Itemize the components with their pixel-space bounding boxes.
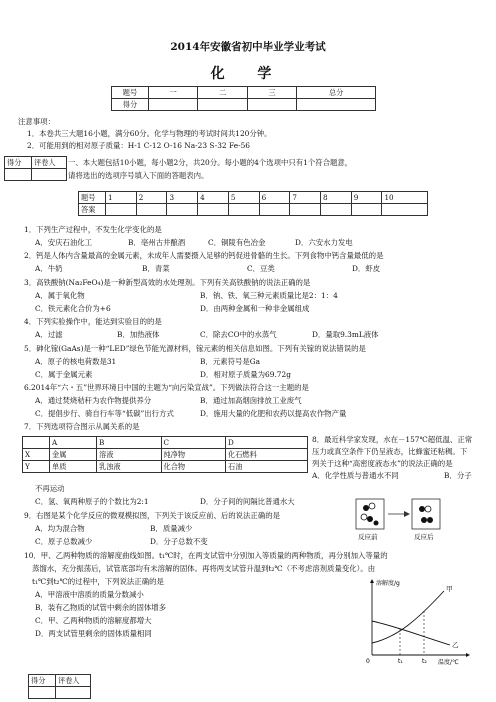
answer-header: 1	[106, 192, 137, 204]
section-instruction: 请将选出的选项序号填入下面的答题表内。	[68, 171, 209, 180]
option: A．均为混合物	[35, 524, 85, 533]
question-stem: 3．高铁酸钠(Na₂FeO₄)是一种新型高效的水处理剂。下列有关高铁酸钠的说法正确的是	[24, 278, 311, 287]
answer-header: 2	[136, 192, 167, 204]
q7-table	[22, 436, 308, 473]
option: C．提倡步行、骑自行车等“低碳”出行方式	[35, 409, 174, 418]
score-input-cell[interactable]	[198, 99, 247, 111]
answer-header: 10	[382, 192, 428, 204]
answer-header: 题号	[79, 192, 106, 204]
answer-header: 6	[259, 192, 290, 204]
answer-table	[78, 191, 428, 216]
score-cell: 题号	[112, 87, 149, 99]
curve-yi-label: 乙	[452, 641, 459, 649]
option: A．牛奶	[35, 264, 63, 273]
score-input-cell[interactable]	[247, 99, 296, 111]
option: C．属于金属元素	[35, 370, 93, 379]
t2-label: t₂	[422, 658, 427, 665]
t1-label: t₁	[398, 658, 403, 665]
q7-cell: 金属	[50, 449, 97, 461]
molecule-icon	[419, 506, 433, 523]
q7-cell: X	[23, 449, 50, 461]
curve-jia	[372, 591, 444, 643]
q7-cell: 单质	[50, 461, 97, 473]
answer-header: 5	[228, 192, 259, 204]
option: D．两支试管里剩余的固体质量相同	[35, 629, 152, 638]
option: A．甲溶液中溶质的质量分数减小	[35, 590, 144, 599]
curve-jia-label: 甲	[446, 585, 453, 593]
molecule-icon	[361, 503, 379, 526]
q7-cell	[23, 437, 50, 449]
origin-label: 0	[366, 658, 370, 665]
note-item: 1．本卷共三大题16小题，满分60分。化学与物理的考试时间共120分钟。	[27, 129, 272, 138]
exam-title: 2014年安徽省初中毕业学业考试	[170, 41, 326, 53]
option: A．过滤	[35, 330, 63, 339]
question-stem: 10．甲、乙两种物质的溶解度曲线如图。t₁℃时，在两支试管中分别加入等质量的两种物质，再分别加入等量的	[24, 551, 388, 560]
option: A．原子的核电荷数是31	[35, 357, 117, 366]
option: B．青菜	[142, 264, 170, 273]
grader-name-cell[interactable]	[32, 169, 67, 181]
score-cell: 得分	[112, 99, 149, 111]
answer-header: 7	[290, 192, 321, 204]
question-stem: 8．最近科学家发现，水在－157℃超低温、正常	[312, 435, 473, 444]
after-label: 反应后	[414, 533, 434, 541]
answer-cell[interactable]	[228, 204, 259, 216]
grader-score-cell[interactable]	[29, 687, 56, 699]
q7-cell: 纯净物	[161, 449, 226, 461]
answer-cell[interactable]	[167, 204, 198, 216]
option: D．量取9.3mL液体	[312, 330, 379, 339]
before-label: 反应前	[358, 533, 378, 541]
answer-cell[interactable]	[136, 204, 167, 216]
option: D．虾皮	[352, 264, 381, 273]
option: B．质量减少	[150, 524, 193, 533]
option: B．元素符号是Ga	[200, 357, 261, 366]
option: D．分子间的间隔比普通水大	[200, 497, 295, 506]
option: B．亳州古井酿酒	[128, 238, 186, 247]
grader-score-label: 得分	[5, 157, 32, 169]
option: C．铁元素化合价为+6	[35, 304, 111, 313]
grader-name-cell[interactable]	[56, 687, 91, 699]
q7-cell: D	[226, 437, 308, 449]
x-axis-label: 温度/℃	[438, 659, 459, 665]
solubility-graph	[358, 577, 474, 665]
option-continued: 不再运动	[35, 484, 65, 493]
option: C．原子总数减少	[35, 537, 93, 546]
option: D．施用大量的化肥和农药以提高农作物产量	[200, 409, 347, 418]
question-stem: 9．右图是某个化学反应的微观模拟图，下列关于该反应前、后的说法正确的是	[24, 511, 280, 520]
q7-cell: C	[161, 437, 226, 449]
answer-header: 4	[198, 192, 229, 204]
reaction-diagram	[350, 497, 450, 542]
option: B．装有乙物质的试管中剩余的固体增多	[35, 603, 167, 612]
question-stem: 列关于这种“高密度液态水”的说法正确的是	[312, 459, 453, 468]
y-axis-label: 溶解度/g	[376, 580, 400, 587]
question-stem: 7．下列选项符合图示从属关系的是	[24, 422, 140, 431]
score-cell: 总分	[297, 87, 376, 99]
answer-header: 8	[321, 192, 352, 204]
answer-cell[interactable]	[351, 204, 382, 216]
q7-cell: 化石燃料	[226, 449, 308, 461]
after-box	[412, 499, 440, 529]
option: B．分子	[444, 471, 472, 480]
question-stem: 蒸馏水，充分振荡后，试管底部均有未溶解的固体。再将两支试管升温到t₂℃（不考虑溶剂质量变化）。由	[32, 564, 376, 573]
question-stem: 6.2014年“六・五”世界环境日中国的主题为“向污染宣战”。下列做法符合这一主题的是	[24, 383, 309, 392]
answer-header: 3	[167, 192, 198, 204]
grader-name-label: 评卷人	[56, 675, 91, 687]
option: C．氢、氧两种原子的个数比为2:1	[35, 497, 149, 506]
answer-cell[interactable]	[290, 204, 321, 216]
subject-title: 化 学	[210, 66, 286, 82]
question-stem: 1．下列生产过程中，不发生化学变化的是	[24, 225, 162, 234]
answer-cell[interactable]	[321, 204, 352, 216]
section-instruction: 一、本大题包括10小题，每小题2分，共20分。每小题的4个选项中只有1个符合题意，	[68, 158, 353, 167]
option: B．通过加高烟囱排放工业废气	[200, 396, 302, 405]
option: D．相对原子质量为69.72g	[200, 370, 291, 379]
q7-cell: 石油	[226, 461, 308, 473]
answer-cell[interactable]	[259, 204, 290, 216]
curve-yi	[372, 621, 450, 645]
question-stem: 5．砷化镓(GaAs)是一种“LED”绿色节能光源材料，镓元素的相关信息如图。下列有关镓的说法错误的是	[24, 344, 366, 353]
grader-box	[4, 156, 67, 181]
option: B．加热液体	[117, 330, 160, 339]
question-stem: 4．下列实验操作中，能达到实验目的的是	[24, 317, 162, 326]
option: D．分子总数不变	[150, 537, 208, 546]
option: C．铜陵有色冶金	[208, 238, 266, 247]
answer-label: 答案	[79, 204, 106, 216]
q7-cell: B	[97, 437, 162, 449]
grader-name-label: 评卷人	[32, 157, 67, 169]
question-stem: 2．钙是人体内含量最高的金属元素，未成年人需要摄入足够的钙促进骨骼的生长。下列食物中钙含量最低的是	[24, 251, 384, 260]
option: B．钠、铁、氧三种元素质量比是2：1：4	[200, 291, 338, 300]
score-input-cell[interactable]	[297, 99, 376, 111]
q7-cell: 化合物	[161, 461, 226, 473]
answer-cell[interactable]	[382, 204, 428, 216]
option: D．由两种金属和一种非金属组成	[200, 304, 310, 313]
option: A．属于氧化物	[35, 291, 85, 300]
answer-cell[interactable]	[106, 204, 137, 216]
grader-score-cell[interactable]	[5, 169, 32, 181]
q7-cell: 溶液	[97, 449, 162, 461]
option: D．六安水力发电	[295, 238, 353, 247]
option: C．甲、乙两种物质的溶解度都增大	[35, 616, 152, 625]
option: A．通过焚烧秸秆为农作物提供养分	[35, 396, 152, 405]
question-stem: t₁℃到t₂℃的过程中，下列说法正确的是	[32, 577, 164, 586]
grader-score-label: 得分	[29, 675, 56, 687]
note-item: 2．可能用到的相对原子质量：H-1 C-12 O-16 Na-23 S-32 Fe-56	[27, 141, 250, 150]
score-cell: 三	[247, 87, 296, 99]
score-input-cell[interactable]	[149, 99, 198, 111]
arrow-head-icon	[404, 511, 410, 517]
answer-header: 9	[351, 192, 382, 204]
option: A．安庆石油化工	[35, 238, 93, 247]
x-axis-arrow-icon	[466, 653, 470, 657]
q7-cell: A	[50, 437, 97, 449]
score-table	[111, 86, 376, 111]
option: A．化学性质与普通水不同	[312, 471, 399, 480]
option: C．豆类	[247, 264, 275, 273]
answer-cell[interactable]	[198, 204, 229, 216]
notes-heading: 注意事项：	[18, 117, 55, 126]
score-cell: 一	[149, 87, 198, 99]
y-axis-arrow-icon	[370, 579, 374, 583]
grader-box	[28, 674, 91, 699]
q7-cell: Y	[23, 461, 50, 473]
question-stem: 压力或真空条件下仍呈液态，比蜂蜜还粘稠。下	[312, 447, 468, 456]
score-cell: 二	[198, 87, 247, 99]
option: C．除去CO中的水蒸气	[200, 330, 277, 339]
q7-cell: 乳浊液	[97, 461, 162, 473]
